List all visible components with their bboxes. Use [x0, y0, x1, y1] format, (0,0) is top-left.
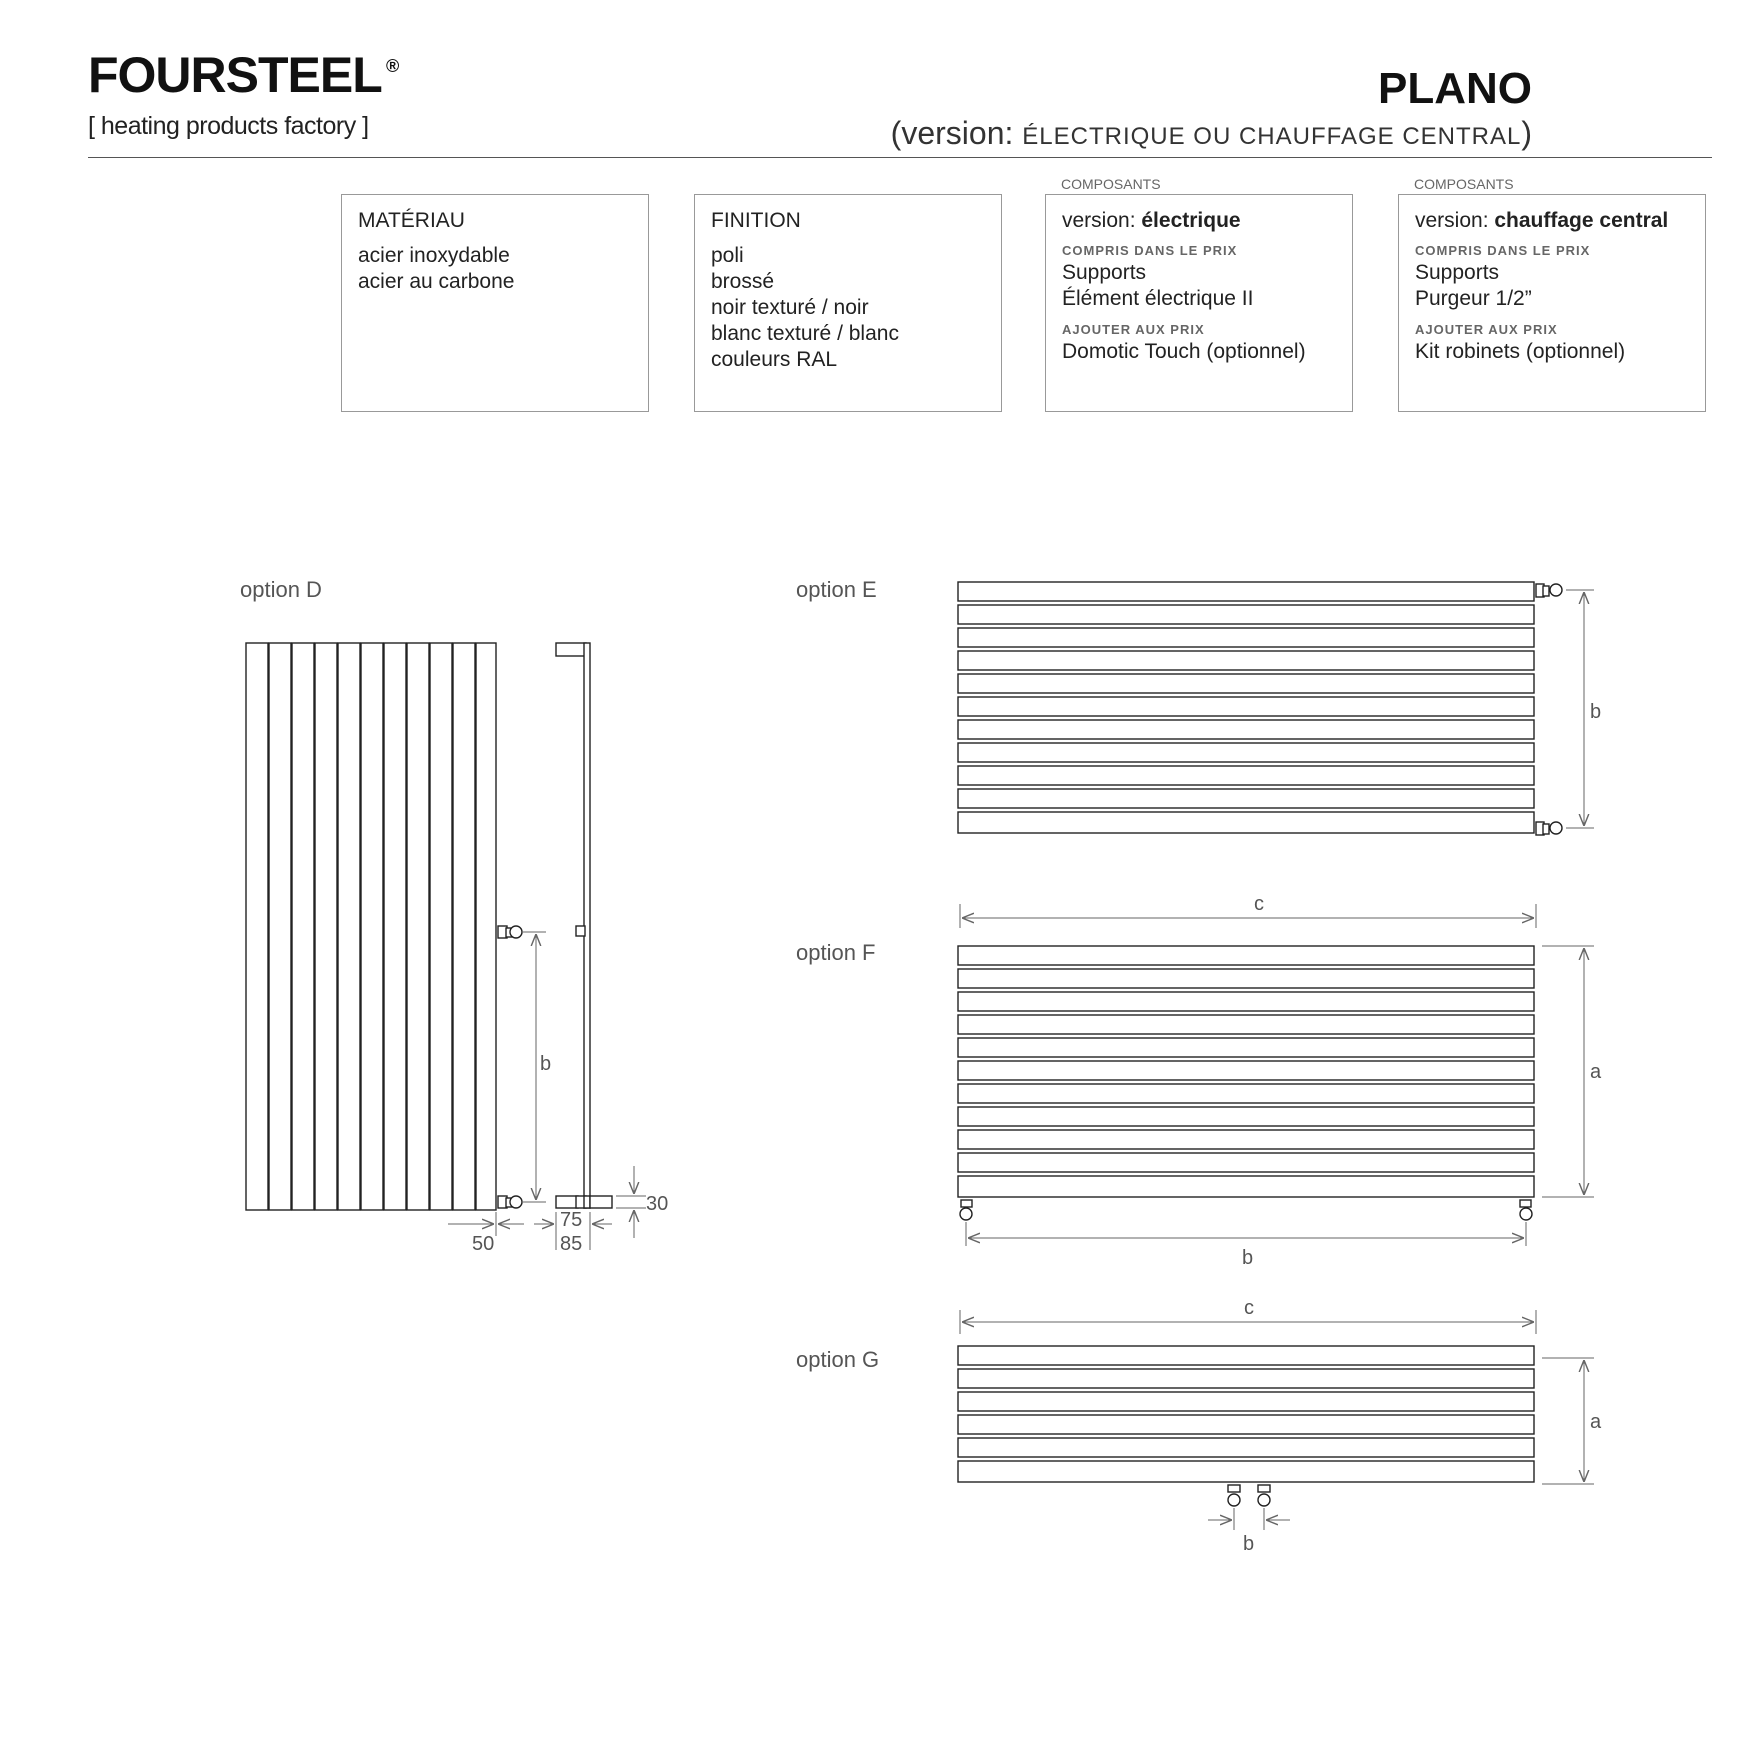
electric-title-prefix: version:	[1062, 209, 1142, 232]
tube	[958, 1084, 1534, 1103]
electric-extra-item: Domotic Touch (optionnel)	[1062, 340, 1306, 363]
option-g-dim-b: b	[1243, 1533, 1255, 1555]
tube	[958, 1061, 1534, 1080]
tube	[958, 1346, 1534, 1365]
tube	[958, 1176, 1534, 1197]
option-f-label: option F	[796, 940, 876, 965]
tube	[246, 643, 268, 1210]
central-included-label: COMPRIS DANS LE PRIX	[1415, 243, 1591, 258]
tube	[384, 643, 406, 1210]
tube	[958, 946, 1534, 965]
tube	[958, 628, 1534, 647]
electric-title-bold: électrique	[1141, 209, 1241, 232]
tube	[958, 743, 1534, 762]
tube	[958, 969, 1534, 988]
version-text: ÉLECTRIQUE OU CHAUFFAGE CENTRAL	[1022, 123, 1522, 150]
central-overline: COMPOSANTS	[1414, 176, 1514, 192]
finish-item: blanc texturé / blanc	[711, 322, 899, 345]
finish-title: FINITION	[711, 209, 801, 232]
tube	[292, 643, 314, 1210]
option-d-dim-50: 50	[472, 1233, 495, 1255]
option-d-dim-b: b	[540, 1053, 552, 1075]
tube	[958, 789, 1534, 808]
tube	[958, 1038, 1534, 1057]
option-g-label: option G	[796, 1347, 880, 1372]
option-f-panel	[958, 946, 1534, 1197]
tube	[958, 605, 1534, 624]
option-f-valves	[960, 1200, 1532, 1220]
tube	[958, 1130, 1534, 1149]
option-e-panel	[958, 582, 1534, 833]
finish-item: brossé	[711, 270, 775, 293]
tube	[958, 582, 1534, 601]
option-e-dim-b: b	[1590, 701, 1602, 723]
material-item: acier inoxydable	[358, 244, 510, 267]
option-g-valves	[1228, 1485, 1270, 1506]
version-suffix: )	[1521, 115, 1532, 151]
tube	[407, 643, 429, 1210]
tube	[361, 643, 383, 1210]
option-g-dim-a: a	[1590, 1411, 1602, 1433]
tube	[958, 1015, 1534, 1034]
central-extra-item: Kit robinets (optionnel)	[1415, 340, 1626, 363]
option-d-side	[556, 643, 612, 1208]
tube	[958, 697, 1534, 716]
finish-item: poli	[711, 244, 744, 267]
tube	[958, 812, 1534, 833]
tube	[958, 766, 1534, 785]
tube	[338, 643, 360, 1210]
product-title: PLANO	[1378, 64, 1532, 113]
tube	[958, 1153, 1534, 1172]
electric-included-label: COMPRIS DANS LE PRIX	[1062, 243, 1238, 258]
brand-logo: FOURSTEEL	[88, 47, 382, 103]
material-title: MATÉRIAU	[358, 209, 465, 232]
option-d-dim-75: 75	[560, 1209, 583, 1231]
central-title-prefix: version:	[1415, 209, 1495, 232]
option-d-dim-30: 30	[646, 1193, 669, 1215]
electric-overline: COMPOSANTS	[1061, 176, 1161, 192]
option-d-label: option D	[240, 577, 322, 602]
central-extra-label: AJOUTER AUX PRIX	[1415, 322, 1558, 337]
finish-item: couleurs RAL	[711, 348, 838, 371]
tube	[269, 643, 291, 1210]
option-d-valves	[498, 926, 522, 1208]
version-prefix: (version:	[890, 115, 1014, 151]
tube	[958, 720, 1534, 739]
tube	[958, 651, 1534, 670]
tube	[958, 1107, 1534, 1126]
electric-included-item: Supports	[1062, 261, 1147, 284]
option-e-valves	[1536, 584, 1562, 835]
electric-extra-label: AJOUTER AUX PRIX	[1062, 322, 1205, 337]
tube	[958, 1392, 1534, 1411]
tube	[315, 643, 337, 1210]
registered-mark: ®	[386, 56, 400, 76]
option-g-panel	[958, 1346, 1534, 1482]
tube	[958, 674, 1534, 693]
option-f-dim-c: c	[1254, 893, 1264, 915]
option-e-label: option E	[796, 577, 877, 602]
option-g-dim-c: c	[1244, 1297, 1254, 1319]
tube	[476, 643, 496, 1210]
central-title-bold: chauffage central	[1494, 209, 1669, 232]
option-d-dim-85: 85	[560, 1233, 583, 1255]
electric-included-item: Élément électrique II	[1062, 287, 1254, 310]
central-included-item: Purgeur 1/2”	[1415, 287, 1532, 310]
option-f-dim-b: b	[1242, 1247, 1254, 1269]
tube	[453, 643, 475, 1210]
option-d-front	[246, 643, 496, 1210]
tube	[958, 1369, 1534, 1388]
tube	[958, 992, 1534, 1011]
option-f-dim-a: a	[1590, 1061, 1602, 1083]
tube	[958, 1461, 1534, 1482]
brand-tagline: [ heating products factory ]	[88, 112, 369, 140]
central-included-item: Supports	[1415, 261, 1500, 284]
tube	[430, 643, 452, 1210]
tube	[958, 1438, 1534, 1457]
material-item: acier au carbone	[358, 270, 515, 293]
tube	[958, 1415, 1534, 1434]
finish-item: noir texturé / noir	[711, 296, 869, 319]
